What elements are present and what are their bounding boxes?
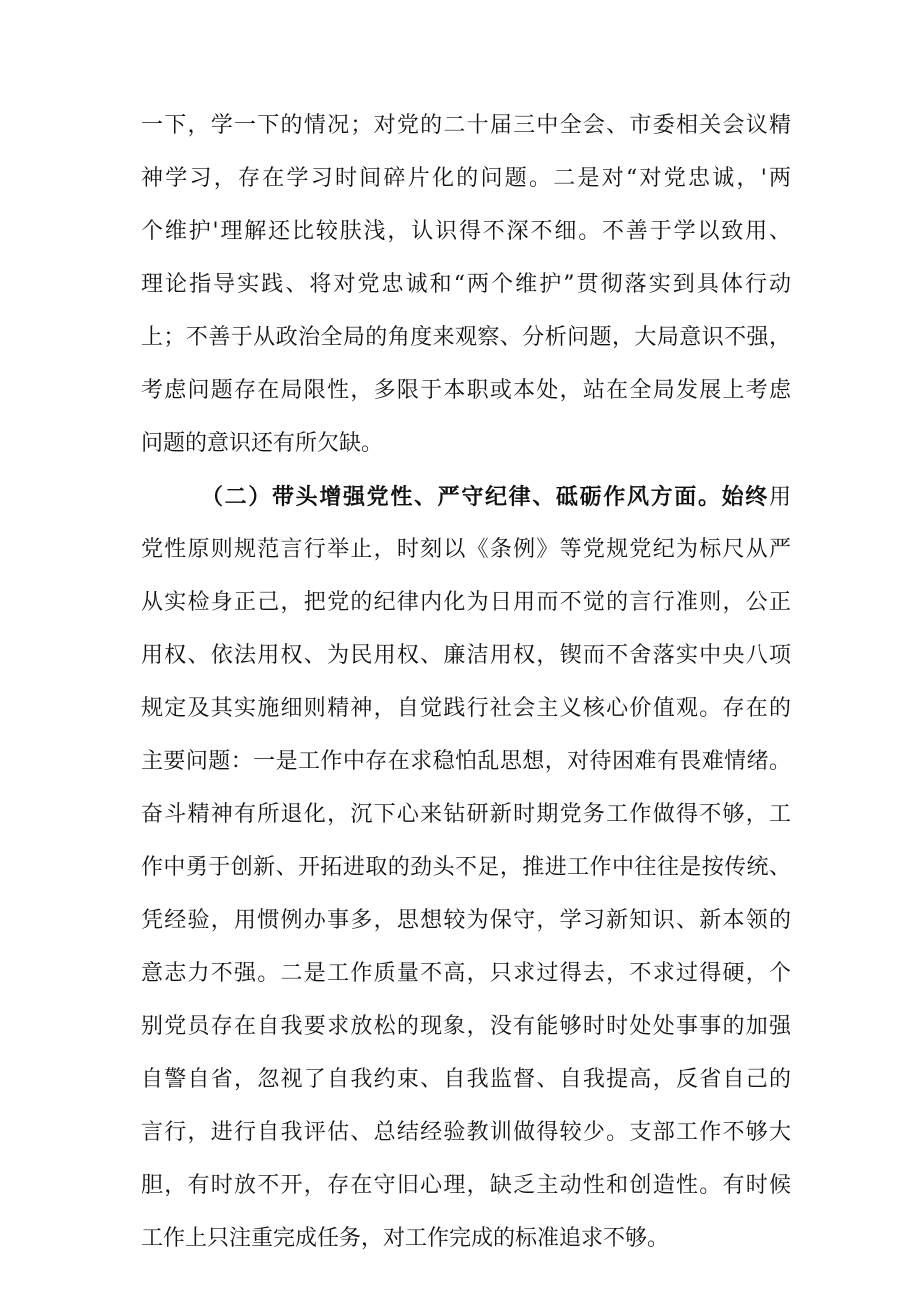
section-heading: （二）带头增强党性、严守纪律、砥砺作风方面。始终: [201, 484, 769, 510]
paragraph-1-line-5: 上；不善于从政治全局的角度来观察、分析问题，大局意识不强，: [141, 325, 791, 350]
paragraph-2-line-9: 凭经验，用惯例办事多，思想较为保守，学习新知识、新本领的: [141, 908, 791, 933]
paragraph-2-line-4: 用权、依法用权、为民用权、廉洁用权，锲而不舍落实中央八项: [141, 643, 791, 668]
paragraph-1-line-3: 个维护'理解还比较肤浅，认识得不深不细。不善于学以致用、: [141, 219, 791, 244]
paragraph-2-line-2: 党性原则规范言行举止，时刻以《条例》等党规党纪为标尺从严: [141, 537, 791, 562]
paragraph-2-line-14: 胆，有时放不开，存在守旧心理，缺乏主动性和创造性。有时候: [141, 1173, 791, 1198]
paragraph-1-line-2: 神学习，存在学习时间碎片化的问题。二是对“对党忠诚，'两: [141, 166, 791, 191]
paragraph-1-line-4: 理论指导实践、将对党忠诚和“两个维护”贯彻落实到具体行动: [141, 272, 791, 297]
section-heading-continuation: 用: [768, 485, 791, 510]
paragraph-2-line-11: 别党员存在自我要求放松的现象，没有能够时时处处事事的加强: [141, 1014, 791, 1039]
paragraph-1-line-6: 考虑问题存在局限性，多限于本职或本处，站在全局发展上考虑: [141, 378, 791, 403]
paragraph-1-line-7: 问题的意识还有所欠缺。: [141, 431, 384, 456]
paragraph-2-first-line: [141, 482, 791, 512]
paragraph-2-line-10: 意志力不强。二是工作质量不高，只求过得去，不求过得硬，个: [141, 961, 791, 986]
paragraph-1-line-1: 一下，学一下的情况；对党的二十届三中全会、市委相关会议精: [141, 113, 791, 138]
paragraph-2-line-12: 自警自省，忽视了自我约束、自我监督、自我提高，反省自己的: [141, 1067, 791, 1092]
paragraph-2-line-6: 主要问题：一是工作中存在求稳怕乱思想，对待困难有畏难情绪。: [141, 749, 791, 774]
paragraph-2-line-13: 言行，进行自我评估、总结经验教训做得较少。支部工作不够大: [141, 1120, 791, 1145]
paragraph-2-line-3: 从实检身正己，把党的纪律内化为日用而不觉的言行准则，公正: [141, 590, 791, 615]
paragraph-2-line-7: 奋斗精神有所退化，沉下心来钻研新时期党务工作做得不够，工: [141, 802, 791, 827]
paragraph-2-line-5: 规定及其实施细则精神，自觉践行社会主义核心价值观。存在的: [141, 696, 791, 721]
paragraph-2-line-15: 工作上只注重完成任务，对工作完成的标准追求不够。: [141, 1226, 670, 1251]
paragraph-2-line-8: 作中勇于创新、开拓进取的劲头不足，推进工作中往往是按传统、: [141, 855, 791, 880]
